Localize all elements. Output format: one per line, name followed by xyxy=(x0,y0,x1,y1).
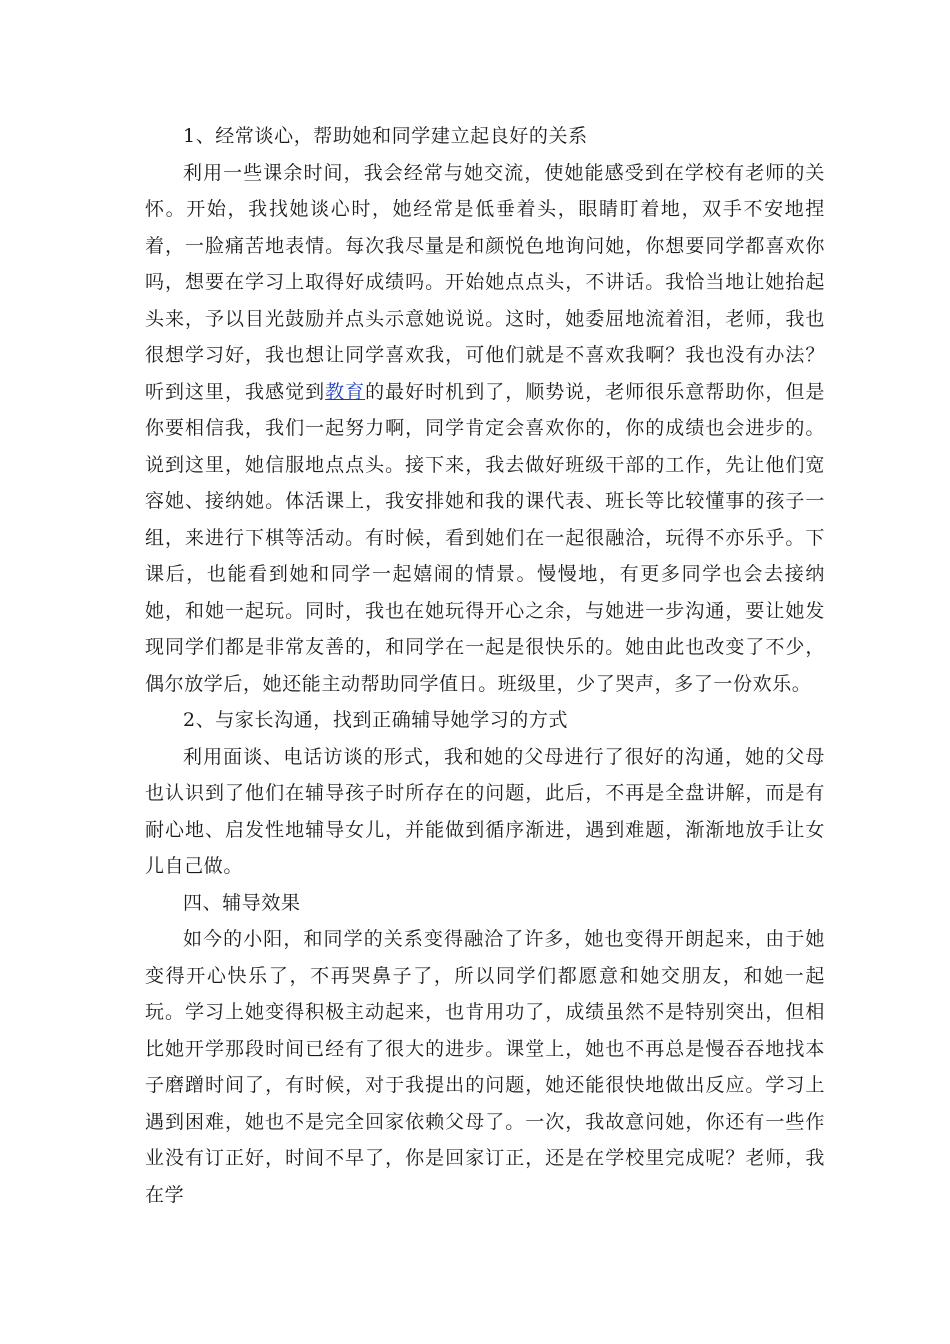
section-heading-1: 1、经常谈心，帮助她和同学建立起良好的关系 xyxy=(183,125,588,147)
paragraph-1 xyxy=(145,155,825,703)
education-link[interactable]: 教育 xyxy=(325,380,366,403)
document-body xyxy=(145,118,825,1213)
paragraph-1-text-b: 的最好时机到了，顺势说，老师很乐意帮助你，但是你要相信我，我们一起努力啊，同学肯定会喜欢你的，你的成绩也会进步的。说到这里，她信服地点点头。接下来，我去做好班级干部的工作，先让他们宽容她、接纳她。体活课上，我安排她和我的课代表、班长等比较懂事的孩子一组，来进行下棋等活动。有时候，看到她们在一起很融洽，玩得不亦乐乎。下课后，也能看到她和同学一起嬉闹的情景。慢慢地，有更多同学也会去接纳她，和她一起玩。同时，我也在她玩得开心之余，与她进一步沟通，要让她发现同学们都是非常友善的，和同学在一起是很快乐的。她由此也改变了不少，偶尔放学后，她还能主动帮助同学值日。班级里，少了哭声，多了一份欢乐。 xyxy=(145,380,825,695)
paragraph-3: 如今的小阳，和同学的关系变得融洽了许多，她也变得开朗起来，由于她变得开心快乐了，不再哭鼻子了，所以同学们都愿意和她交朋友，和她一起玩。学习上她变得积极主动起来，也肯用功了，成绩虽然不是特别突出，但相比她开学那段时间已经有了很大的进步。课堂上，她也不再总是慢吞吞地找本子磨蹭时间了，有时候，对于我提出的问题，她还能很快地做出反应。学习上遇到困难，她也不是完全回家依赖父母了。一次，我故意问她，你还有一些作业没有订正好，时间不早了，你是回家订正，还是在学校里完成呢？老师，我在学 xyxy=(145,928,825,1206)
section-heading-2: 2、与家长沟通，找到正确辅导她学习的方式 xyxy=(183,709,569,731)
paragraph-2: 利用面谈、电话访谈的形式，我和她的父母进行了很好的沟通，她的父母也认识到了他们在辅导孩子时所存在的问题，此后，不再是全盘讲解，而是有耐心地、启发性地辅导女儿，并能做到循序渐进，遇到难题，渐渐地放手让女儿自己做。 xyxy=(145,745,825,877)
paragraph-1-text-a: 利用一些课余时间，我会经常与她交流，使她能感受到在学校有老师的关怀。开始，我找她谈心时，她经常是低垂着头，眼睛盯着地，双手不安地捏着，一脸痛苦地表情。每次我尽量是和颜悦色地询问她，你想要同学都喜欢你吗，想要在学习上取得好成绩吗。开始她点点头，不讲话。我恰当地让她抬起头来，予以目光鼓励并点头示意她说说。这时，她委屈地流着泪，老师，我也很想学习好，我也想让同学喜欢我，可他们就是不喜欢我啊？我也没有办法？听到这里，我感觉到 xyxy=(145,161,825,403)
section-heading-3: 四、辅导效果 xyxy=(183,891,301,914)
